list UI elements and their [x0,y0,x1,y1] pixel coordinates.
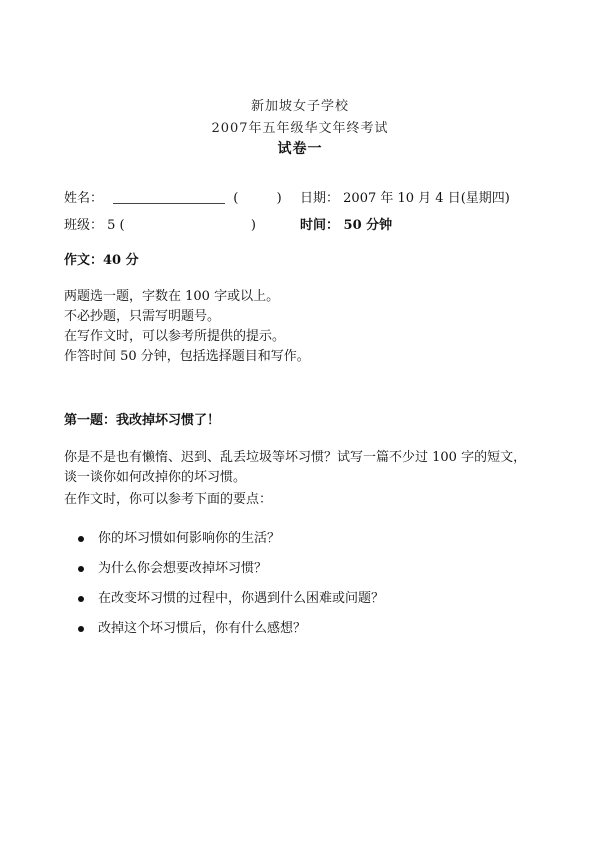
time-value: 50 分钟 [343,218,393,233]
instruction-line: 在写作文时，可以参考所提供的提示。 [64,329,286,344]
instruction-line: 不必抄题，只需写明题号。 [64,309,221,324]
date-label: 日期： [300,191,340,206]
name-paren-close: ) [276,191,282,206]
list-item [64,619,384,649]
point-text: 你的坏习惯如何影响你的生活？ [98,531,281,546]
point-text: 在改变坏习惯的过程中，你遇到什么困难或问题？ [98,591,385,606]
time-row [300,214,392,233]
time-label: 时间： [300,218,340,233]
name-blank[interactable] [113,191,225,204]
exam-title: 2007年五年级华文年终考试 [211,121,389,136]
list-item [64,559,384,589]
bullet-icon [78,596,84,602]
index-blank[interactable] [243,192,273,204]
question-prompt: 你是不是也有懒惰、迟到、乱丢垃圾等坏习惯？试写一篇不少过 100 字的短文，谈一谈你如何改掉你的坏习惯。 [64,450,527,485]
name-row [64,187,282,206]
hint-intro: 在作文时，你可以参考下面的要点： [64,492,273,507]
bullet-icon [78,536,84,542]
point-text: 为什么你会想要改掉坏习惯？ [98,561,268,576]
question-title: 第一题：我改掉坏习惯了！ [64,413,221,428]
name-paren-open: ( [233,191,239,206]
instruction-line: 两题选一题，字数在 100 字或以上。 [64,289,280,304]
name-label: 姓名： [64,191,104,206]
class-row [64,214,256,233]
class-blank[interactable] [129,219,247,231]
paper-title: 试卷一 [277,141,323,157]
class-paren-close: ) [250,218,256,233]
school-name: 新加坡女子学校 [250,99,349,114]
hint-points [64,529,384,649]
bullet-icon [78,566,84,572]
class-value: 5 ( [107,218,125,233]
date-row [300,187,510,206]
list-item [64,529,384,559]
list-item [64,589,384,619]
class-label: 班级： [64,218,104,233]
bullet-icon [78,626,84,632]
instructions [64,287,310,367]
date-value: 2007 年 10 月 4 日(星期四) [343,191,510,206]
point-text: 改掉这个坏习惯后，你有什么感想？ [98,621,307,636]
section-title: 作文：40 分 [64,253,139,268]
instruction-line: 作答时间 50 分钟，包括选择题目和写作。 [64,349,310,364]
